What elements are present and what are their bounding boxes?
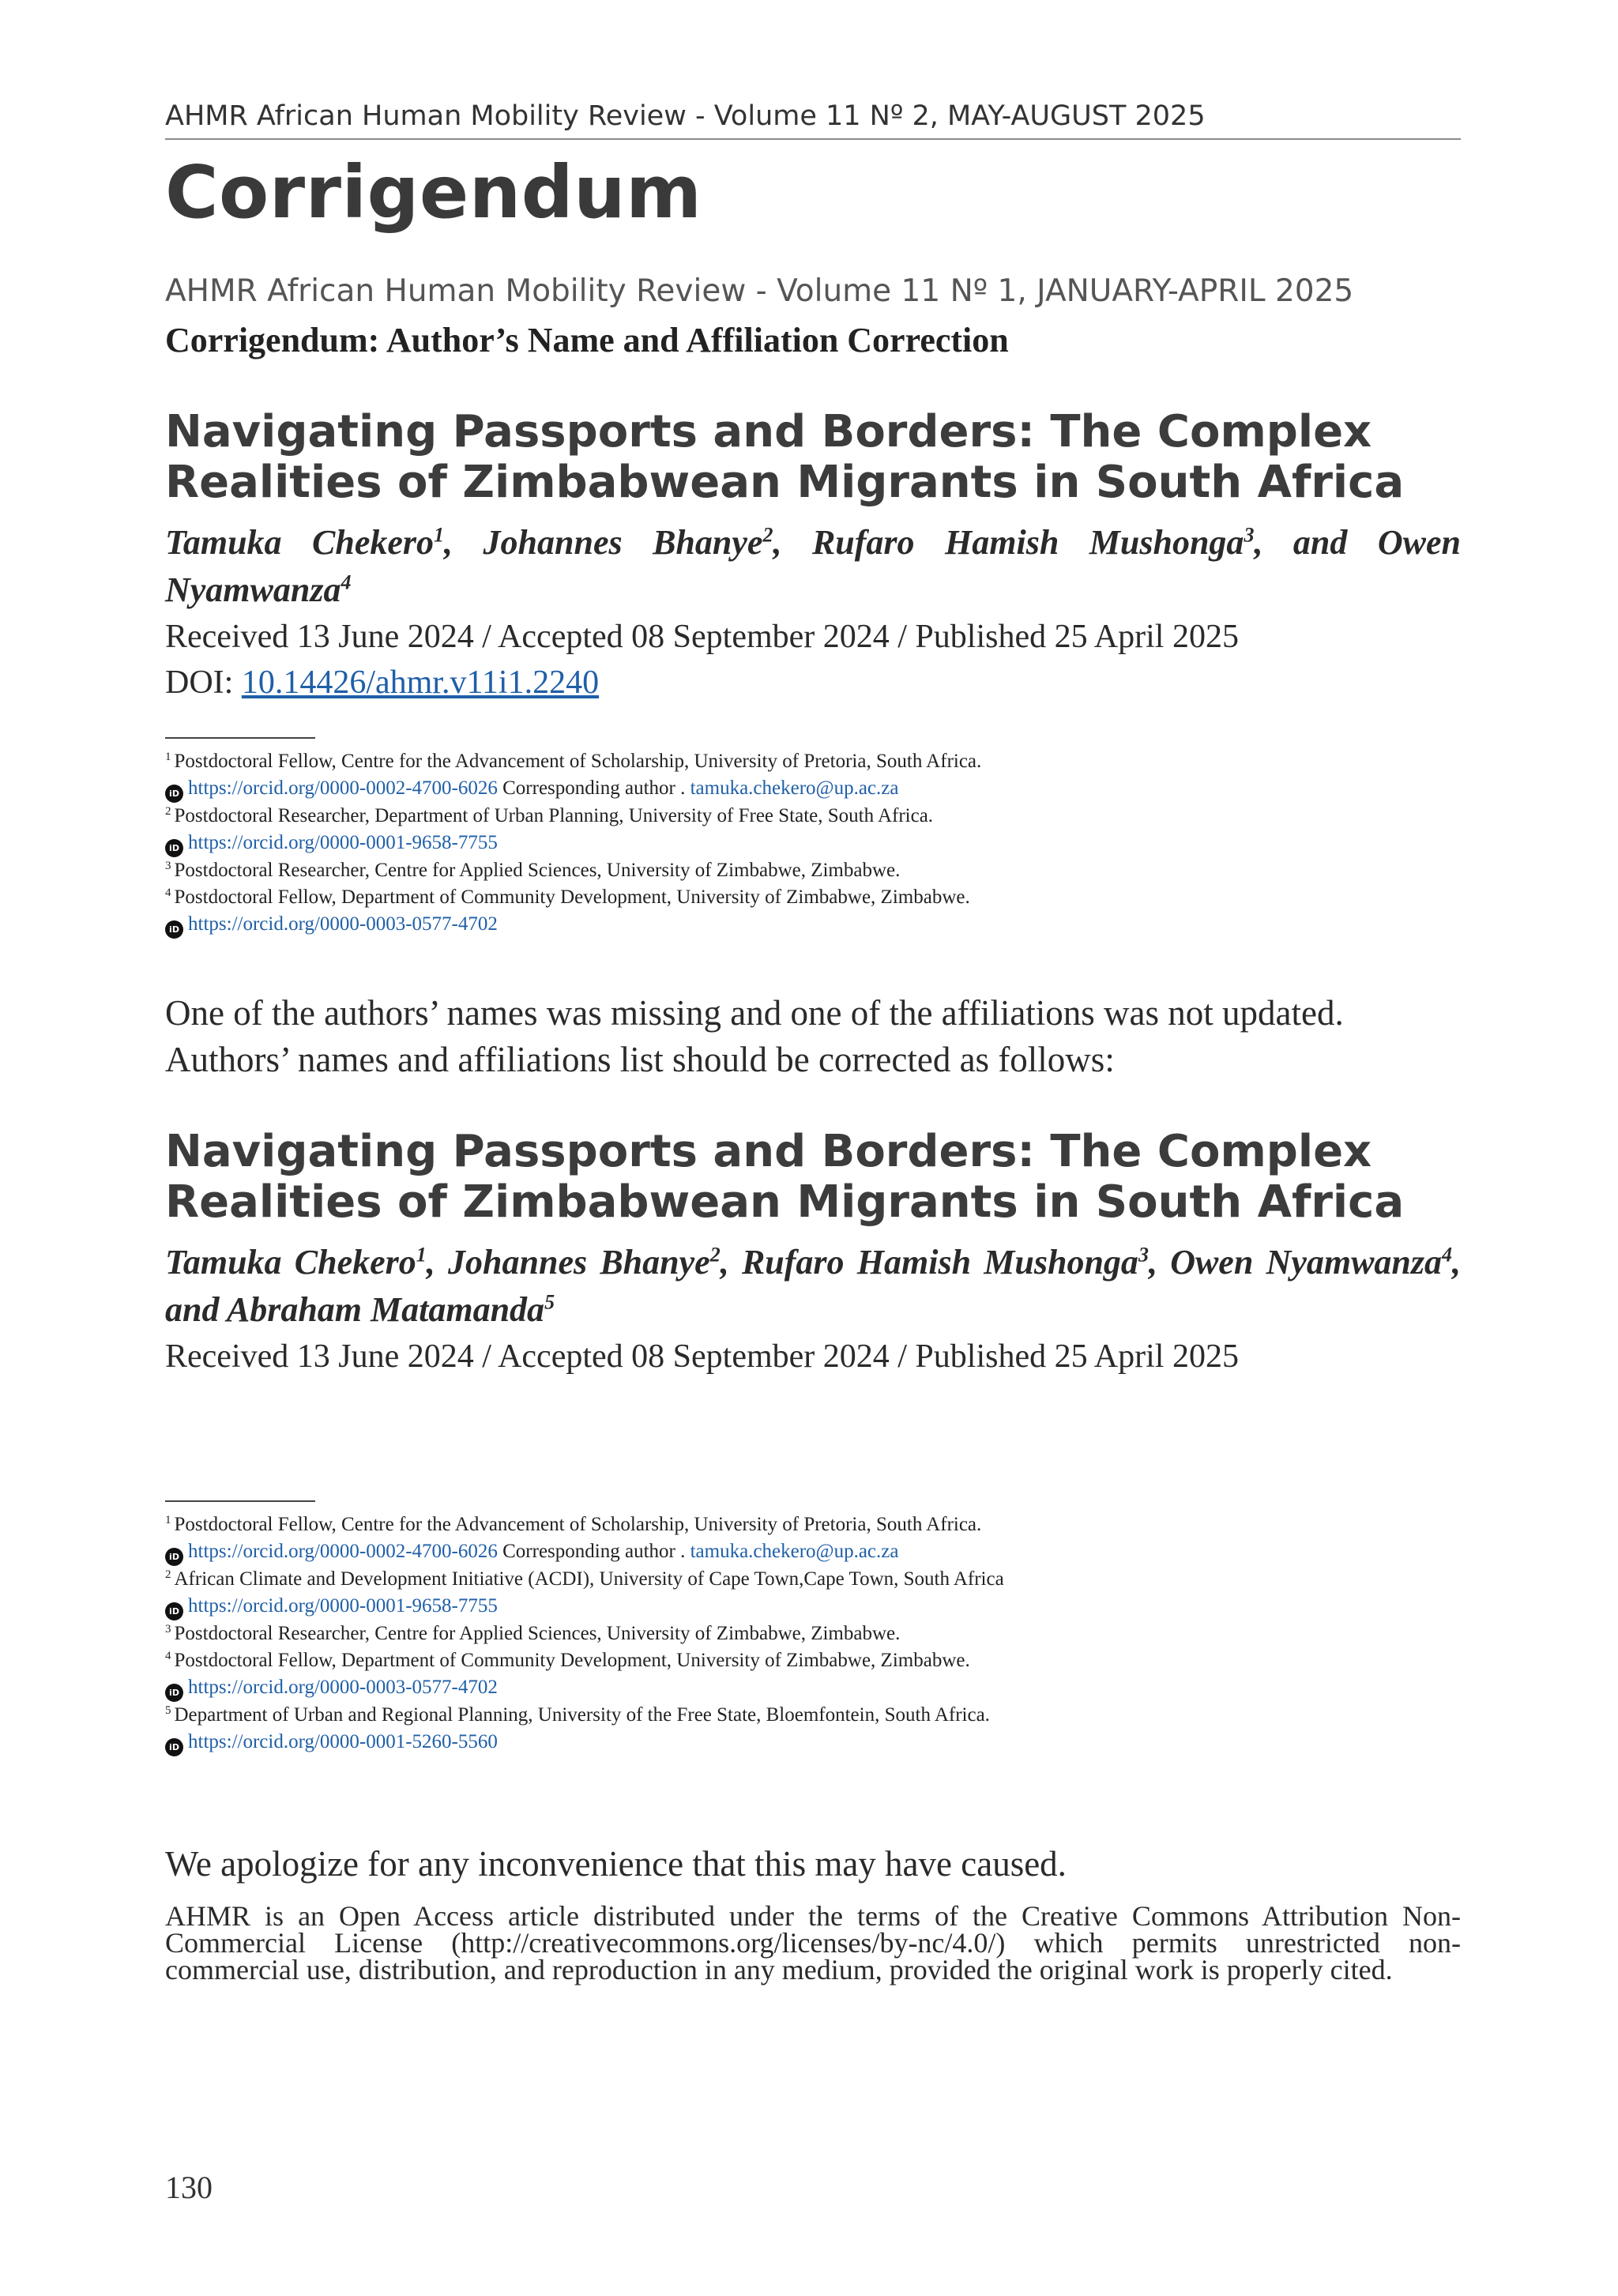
footnote-orcid (165, 1729, 1461, 1756)
article-title-line2: Realities of Zimbabwean Migrants in South Africa (165, 457, 1405, 508)
corrected-footnotes (165, 1500, 1461, 1756)
article-title (165, 1127, 1461, 1228)
correction-note-line: One of the authors’ names was missing and one of the affiliations was not updated. (165, 993, 1344, 1033)
orcid-link[interactable]: https://orcid.org/0000-0003-0577-4702 (188, 1677, 498, 1698)
footnote (165, 1647, 1461, 1674)
source-issue: AHMR African Human Mobility Review - Volume 11 Nº 1, JANUARY-APRIL 2025 (165, 273, 1354, 309)
footnote-marker: 4 (165, 1649, 171, 1662)
author-affiliation-marker: 2 (709, 1243, 721, 1267)
author-affiliation-marker: 2 (762, 523, 773, 547)
orcid-link[interactable]: https://orcid.org/0000-0003-0577-4702 (188, 913, 498, 935)
footnote-rule (165, 737, 315, 739)
original-footnotes (165, 737, 1461, 939)
footnote-text: Postdoctoral Fellow, Department of Community Development, University of Zimbabwe, Zimbabwe. (174, 886, 970, 908)
author-separator: , (426, 1243, 449, 1282)
author-affiliation-marker: 1 (416, 1243, 427, 1267)
corresponding-author-label: Corresponding author . (497, 777, 690, 799)
author-name: Rufaro Hamish Mushonga (741, 1243, 1138, 1282)
article-title-line1: Navigating Passports and Borders: The Complex (165, 1126, 1372, 1177)
author-affiliation-marker: 5 (544, 1290, 555, 1314)
footnote-text: African Climate and Development Initiative (ACDI), University of Cape Town,Cape Town, South Africa (174, 1568, 1004, 1590)
author-name: Rufaro Hamish Mushonga (811, 523, 1244, 562)
author-affiliation-marker: 4 (1442, 1243, 1453, 1267)
footnote-text: Postdoctoral Researcher, Department of Urban Planning, University of Free State, South Africa. (174, 805, 934, 826)
author-list (165, 519, 1461, 614)
footnote-orcid (165, 830, 1461, 857)
orcid-icon: iD (165, 1602, 183, 1620)
footnote-orcid (165, 1538, 1461, 1566)
closing (165, 1841, 1461, 1888)
footnote-text: Department of Urban and Regional Planning, University of the Free State, Bloemfontein, South Africa. (174, 1704, 990, 1726)
footnote-orcid (165, 1674, 1461, 1702)
orcid-icon: iD (165, 920, 183, 939)
orcid-link[interactable]: https://orcid.org/0000-0001-9658-7755 (188, 1595, 498, 1617)
page-number: 130 (165, 2170, 213, 2205)
footnote-orcid (165, 911, 1461, 939)
footnote (165, 1511, 1461, 1538)
footnote (165, 884, 1461, 911)
footnote-marker: 1 (165, 1513, 171, 1526)
orcid-link[interactable]: https://orcid.org/0000-0002-4700-6026 (188, 1541, 498, 1562)
author-name: Owen Nyamwanza (1170, 1243, 1443, 1282)
footnote (165, 857, 1461, 884)
publication-dates: Received 13 June 2024 / Accepted 08 September 2024 / Published 25 April 2025 (165, 1338, 1239, 1375)
footnote-text: Postdoctoral Fellow, Department of Community Development, University of Zimbabwe, Zimbabwe. (174, 1650, 970, 1671)
footnote-text: Postdoctoral Fellow, Centre for the Advancement of Scholarship, University of Pretoria, South Africa. (174, 1514, 982, 1535)
orcid-icon: iD (165, 1548, 183, 1566)
orcid-link[interactable]: https://orcid.org/0000-0001-5260-5560 (188, 1731, 498, 1752)
original-article-header (165, 407, 1461, 706)
orcid-icon: iD (165, 1738, 183, 1756)
email-link[interactable]: tamuka.chekero@up.ac.za (690, 1541, 899, 1562)
footnote (165, 1702, 1461, 1729)
author-separator: , (773, 523, 812, 562)
page-title: Corrigendum (165, 150, 702, 235)
apology-text: We apologize for any inconvenience that this may have caused. (165, 1844, 1067, 1884)
author-separator: , (444, 523, 484, 562)
author-separator: , and (1254, 523, 1378, 562)
footnote-marker: 3 (165, 859, 171, 872)
correction-type: Corrigendum: Author’s Name and Affiliation Correction (165, 321, 1009, 359)
doi-label: DOI: (165, 664, 242, 701)
running-head: AHMR African Human Mobility Review - Volume 11 Nº 2, MAY-AUGUST 2025 (165, 101, 1461, 140)
author-name: Owen Nyamwanza (165, 523, 1462, 609)
author-affiliation-marker: 4 (341, 570, 352, 594)
license-text: AHMR is an Open Access article distributed under the terms of the Creative Commons Attribution Non-Commercial License (http://creativecommons.org/licenses/by-nc/4.0/) which permits unrestricted non-commercial use, distribution, and reproduction in any medium, provided the original work is properly cited. (165, 1900, 1461, 1985)
author-separator: , (720, 1243, 742, 1282)
footnote-orcid (165, 775, 1461, 803)
orcid-link[interactable]: https://orcid.org/0000-0001-9658-7755 (188, 832, 498, 853)
footnote (165, 1620, 1461, 1647)
footnote-marker: 2 (165, 1568, 171, 1581)
author-list (165, 1239, 1461, 1334)
orcid-link[interactable]: https://orcid.org/0000-0002-4700-6026 (188, 777, 498, 799)
footnote (165, 748, 1461, 775)
article-title (165, 407, 1461, 508)
author-name: Tamuka Chekero (165, 1243, 416, 1282)
orcid-icon: iD (165, 839, 183, 857)
footnote-text: Postdoctoral Fellow, Centre for the Advancement of Scholarship, University of Pretoria, South Africa. (174, 751, 982, 772)
article-title-line1: Navigating Passports and Borders: The Complex (165, 406, 1372, 457)
author-affiliation-marker: 3 (1138, 1243, 1149, 1267)
corresponding-author-label: Corresponding author . (497, 1541, 690, 1562)
author-affiliation-marker: 1 (434, 523, 445, 547)
author-name: Abraham Matamanda (226, 1290, 545, 1329)
author-name: Tamuka Chekero (165, 523, 435, 562)
doi-line (165, 660, 1461, 706)
correction-note (165, 990, 1461, 1083)
author-name: Johannes Bhanye (448, 1243, 710, 1282)
footnote-text: Postdoctoral Researcher, Centre for Applied Sciences, University of Zimbabwe, Zimbabwe. (174, 860, 901, 881)
author-separator: , and (165, 1243, 1462, 1329)
email-link[interactable]: tamuka.chekero@up.ac.za (690, 777, 899, 799)
author-separator: , (1148, 1243, 1171, 1282)
doi-link[interactable]: 10.14426/ahmr.v11i1.2240 (241, 664, 600, 701)
orcid-icon: iD (165, 1684, 183, 1702)
corrected-article-header (165, 1127, 1461, 1379)
footnote (165, 803, 1461, 830)
footnote-marker: 4 (165, 886, 171, 899)
author-name: Johannes Bhanye (483, 523, 763, 562)
article-title-line2: Realities of Zimbabwean Migrants in South Africa (165, 1176, 1405, 1228)
footnote-marker: 1 (165, 750, 171, 763)
footnote-text: Postdoctoral Researcher, Centre for Applied Sciences, University of Zimbabwe, Zimbabwe. (174, 1623, 901, 1644)
publication-dates: Received 13 June 2024 / Accepted 08 September 2024 / Published 25 April 2025 (165, 619, 1239, 655)
footnote-rule (165, 1500, 315, 1502)
footnote-marker: 3 (165, 1622, 171, 1635)
orcid-icon: iD (165, 785, 183, 803)
footnote-marker: 5 (165, 1703, 171, 1717)
license-block (165, 1900, 1461, 1985)
footnote (165, 1566, 1461, 1593)
correction-note-line: Authors’ names and affiliations list should be corrected as follows: (165, 1040, 1115, 1079)
footnote-orcid (165, 1593, 1461, 1620)
footnote-marker: 2 (165, 804, 171, 818)
author-affiliation-marker: 3 (1244, 523, 1255, 547)
